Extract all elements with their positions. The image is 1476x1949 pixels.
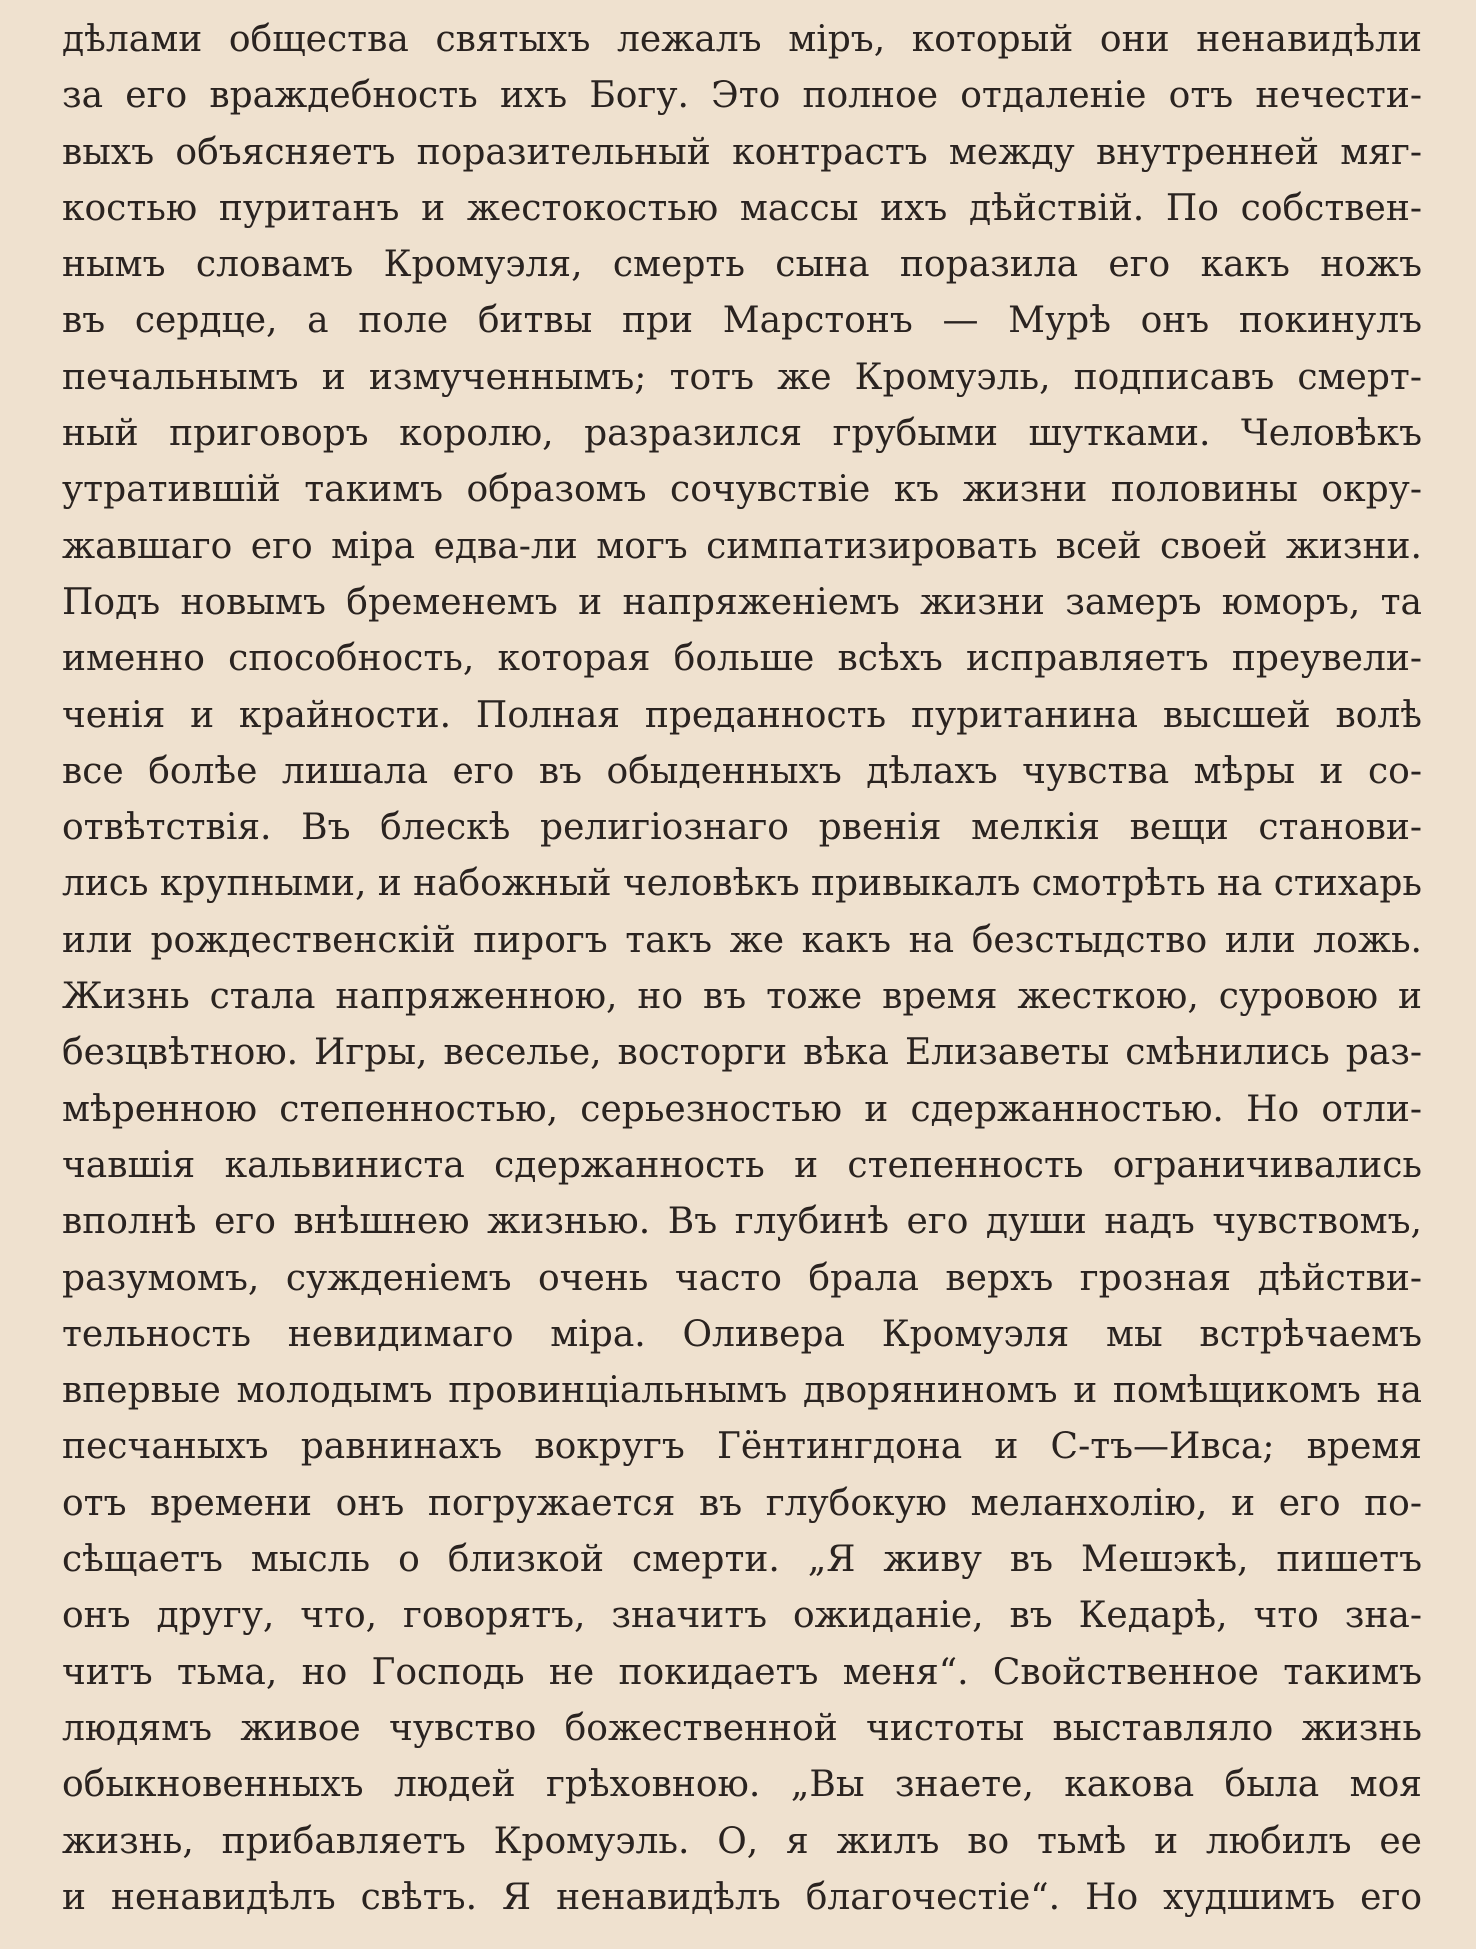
text-line: отъ времени онъ погружается въ глубокую меланхолію, и его по- (62, 1482, 1422, 1524)
text-line: разумомъ, сужденіемъ очень часто брала верхъ грозная дѣйстви- (62, 1257, 1422, 1299)
text-line: отвѣтствія. Въ блескѣ религіознаго рвенія мелкія вещи станови- (62, 807, 1422, 849)
text-line: или рождественскій пирогъ такъ же какъ на безстыдство или ложь. (62, 919, 1422, 961)
text-line: Жизнь стала напряженною, но въ тоже время жесткою, суровою и (62, 976, 1422, 1018)
text-line: впервые молодымъ провинціальнымъ дворяниномъ и помѣщикомъ на (62, 1370, 1422, 1412)
text-line: безцвѣтною. Игры, веселье, восторги вѣка Елизаветы смѣнились раз- (62, 1032, 1422, 1074)
text-line: мѣренною степенностью, серьезностью и сдержанностью. Но отли- (62, 1088, 1422, 1130)
text-line: дѣлами общества святыхъ лежалъ міръ, который они ненавидѣли (62, 19, 1422, 60)
text-line: людямъ живое чувство божественной чистоты выставляло жизнь (62, 1707, 1422, 1749)
text-line: утратившій такимъ образомъ сочувствіе къ жизни половины окру- (62, 469, 1422, 511)
text-line: костью пуританъ и жестокостью массы ихъ дѣйствій. По собствен- (62, 187, 1422, 229)
text-line: тельность невидимаго міра. Оливера Кромуэля мы встрѣчаемъ (62, 1313, 1422, 1355)
text-line: все болѣе лишала его въ обыденныхъ дѣлахъ чувства мѣры и со- (62, 750, 1422, 792)
text-line: читъ тьма, но Господь не покидаетъ меня“. Свойственное такимъ (62, 1651, 1422, 1693)
text-line: именно способность, которая больше всѣхъ исправляетъ преувели- (62, 638, 1422, 680)
text-line: нымъ словамъ Кромуэля, смерть сына поразила его какъ ножъ (62, 244, 1422, 286)
text-line: Подъ новымъ бременемъ и напряженіемъ жизни замеръ юморъ, та (62, 581, 1422, 623)
text-line: онъ другу, что, говорятъ, значитъ ожиданіе, въ Кедарѣ, что зна- (62, 1595, 1422, 1637)
text-line: обыкновенныхъ людей грѣховною. „Вы знаете, какова была моя (62, 1764, 1422, 1806)
text-line: за его враждебность ихъ Богу. Это полное отдаленіе отъ нечести- (62, 75, 1422, 117)
text-line: въ сердце, а поле битвы при Марстонъ — Мурѣ онъ покинулъ (62, 300, 1422, 342)
body-text (62, 12, 1422, 1926)
text-line: выхъ объясняетъ поразительный контрастъ между внутренней мяг- (62, 131, 1422, 173)
text-line: ный приговоръ королю, разразился грубыми шутками. Человѣкъ (62, 413, 1422, 455)
text-line: песчаныхъ равнинахъ вокругъ Гёнтингдона и С-тъ—Ивса; время (62, 1426, 1422, 1468)
text-line: и ненавидѣлъ свѣтъ. Я ненавидѣлъ благочестіе“. Но худшимъ его (62, 1876, 1422, 1918)
text-line: ченія и крайности. Полная преданность пуританина высшей волѣ (62, 694, 1422, 736)
text-line: вполнѣ его внѣшнею жизнью. Въ глубинѣ его души надъ чувствомъ, (62, 1201, 1422, 1243)
text-line: сѣщаетъ мысль о близкой смерти. „Я живу въ Мешэкѣ, пишетъ (62, 1539, 1422, 1581)
text-line: лись крупными, и набожный человѣкъ привыкалъ смотрѣть на стихарь (62, 863, 1422, 905)
text-line: печальнымъ и измученнымъ; тотъ же Кромуэль, подписавъ смерт- (62, 356, 1422, 398)
text-line: жавшаго его міра едва-ли могъ симпатизировать всей своей жизни. (62, 525, 1422, 567)
text-line: жизнь, прибавляетъ Кромуэль. О, я жилъ во тьмѣ и любилъ ее (62, 1820, 1422, 1862)
text-line: чавшія кальвиниста сдержанность и степенность ограничивались (62, 1144, 1422, 1186)
